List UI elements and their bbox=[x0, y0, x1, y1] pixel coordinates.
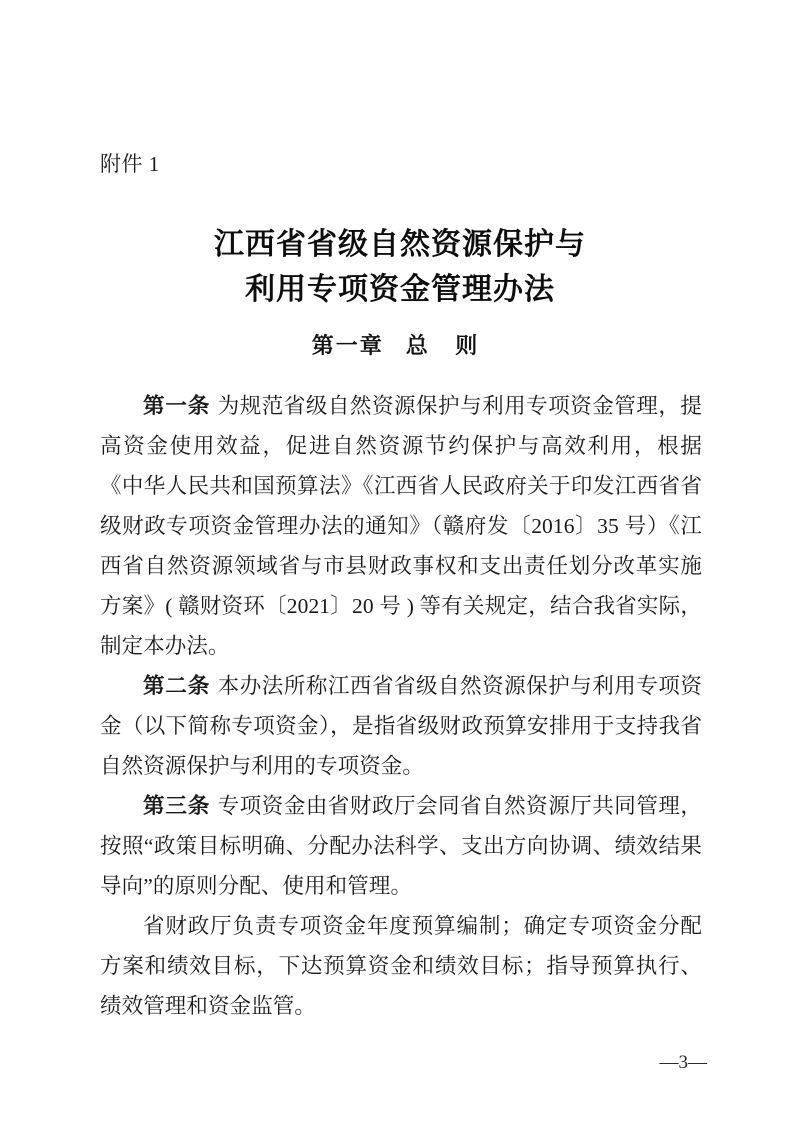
article-number: 第一条 bbox=[143, 394, 211, 418]
document-title-line-1: 江西省省级自然资源保护与 bbox=[214, 228, 586, 261]
article-paragraph bbox=[100, 666, 702, 786]
body-paragraph-text: 省财政厅负责专项资金年度预算编制；确定专项资金分配方案和绩效目标，下达预算资金和绩效目标；指导预算执行、绩效管理和资金监管。 bbox=[100, 914, 702, 1018]
body-paragraph bbox=[100, 906, 702, 1026]
chapter-name: 总 则 bbox=[405, 333, 489, 358]
article-number: 第三条 bbox=[143, 794, 211, 818]
article-paragraph bbox=[100, 386, 702, 666]
page-number-footer: —3— bbox=[659, 1052, 707, 1073]
article-text: 专项资金由省财政厅会同省自然资源厅共同管理，按照“政策目标明确、分配办法科学、支出方向协调、绩效结果导向”的原则分配、使用和管理。 bbox=[100, 794, 702, 898]
article-number: 第二条 bbox=[143, 674, 211, 698]
document-title bbox=[100, 222, 700, 312]
document-body bbox=[100, 386, 702, 1026]
attachment-label: 附件 1 bbox=[100, 152, 160, 176]
article-text: 本办法所称江西省省级自然资源保护与利用专项资金（以下简称专项资金），是指省级财政预算安排用于支持我省自然资源保护与利用的专项资金。 bbox=[100, 674, 702, 778]
document-title-line-2: 利用专项资金管理办法 bbox=[245, 273, 555, 306]
article-paragraph bbox=[100, 786, 702, 906]
article-text: 为规范省级自然资源保护与利用专项资金管理，提高资金使用效益，促进自然资源节约保护与高效利用，根据《中华人民共和国预算法》《江西省人民政府关于印发江西省省级财政专项资金管理办法的通知》（赣府发〔2016〕35 号）《江西省自然资源领域省与市县财政事权和支出责任划分改革实施方案》( 赣财资环〔2021〕20 号 ) 等有关规定，结合我省实际，制定本办法。 bbox=[100, 394, 702, 658]
chapter-number: 第一章 bbox=[311, 333, 384, 358]
chapter-heading bbox=[100, 330, 700, 362]
